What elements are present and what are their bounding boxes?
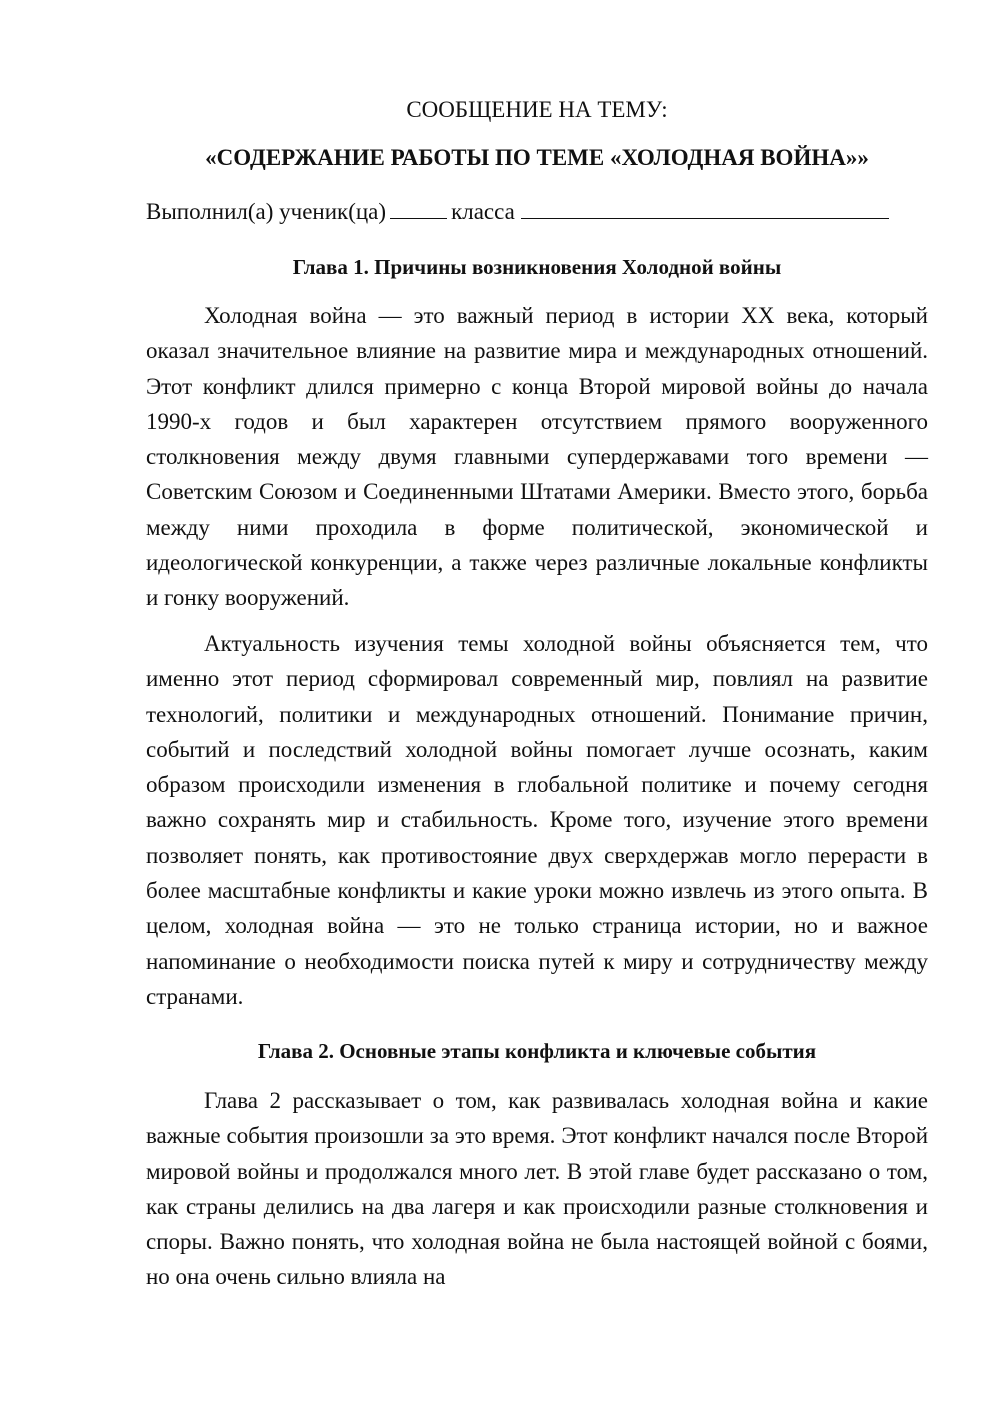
chapter-1-heading: Глава 1. Причины возникновения Холодной войны [292,255,782,279]
author-prefix: Выполнил(а) ученик(ца) [146,199,387,224]
author-line [146,196,928,228]
student-name-blank [521,196,889,219]
class-number-blank [390,196,447,219]
chapter-1-paragraph-2: Актуальность изучения темы холодной войны объясняется тем, что именно этот период сформировал современный мир, повлиял на развитие технологий, политики и международных отношений. Понимание причин, событий и последствий холодной войны помогает лучше осознать, каким образом происходили изменения в глобальной политике и почему сегодня важно сохранять мир и стабильность. Кроме того, изучение этого времени позволяет понять, как противостояние двух сверхдержав могло перерасти в более масштабные конфликты и какие уроки можно извлечь из этого опыта. В целом, холодная война — это не только страница истории, но и важное напоминание о необходимости поиска путей к миру и сотрудничеству между странами. [146,631,928,1009]
chapter-1-paragraph-1: Холодная война — это важный период в истории XX века, который оказал значительное влияние на развитие мира и международных отношений. Этот конфликт длился примерно с конца Второй мировой войны до начала 1990-х годов и был характерен отсутствием прямого вооруженного столкновения между двумя главными супердержавами того времени — Советским Союзом и Соединенными Штатами Америки. Вместо этого, борьба между ними проходила в форме политической, экономической и идеологической конкуренции, а также через различные локальные конфликты и гонку вооружений. [146,303,928,611]
document-title-line-1: СООБЩЕНИЕ НА ТЕМУ: [406,97,668,122]
chapter-2-paragraph-1: Глава 2 рассказывает о том, как развивалась холодная война и какие важные события произошли за это время. Этот конфликт начался после Второй мировой войны и продолжался много лет. В этой главе будет рассказано о том, как страны делились на два лагеря и как происходили разные столкновения и споры. Важно понять, что холодная война не была настоящей войной с боями, но она очень сильно влияла на [146,1088,928,1290]
chapter-2-heading: Глава 2. Основные этапы конфликта и ключевые события [257,1039,817,1063]
document-title-line-2: «СОДЕРЖАНИЕ РАБОТЫ ПО ТЕМЕ «ХОЛОДНАЯ ВОЙНА»» [205,145,869,170]
author-class-label: класса [451,199,515,224]
